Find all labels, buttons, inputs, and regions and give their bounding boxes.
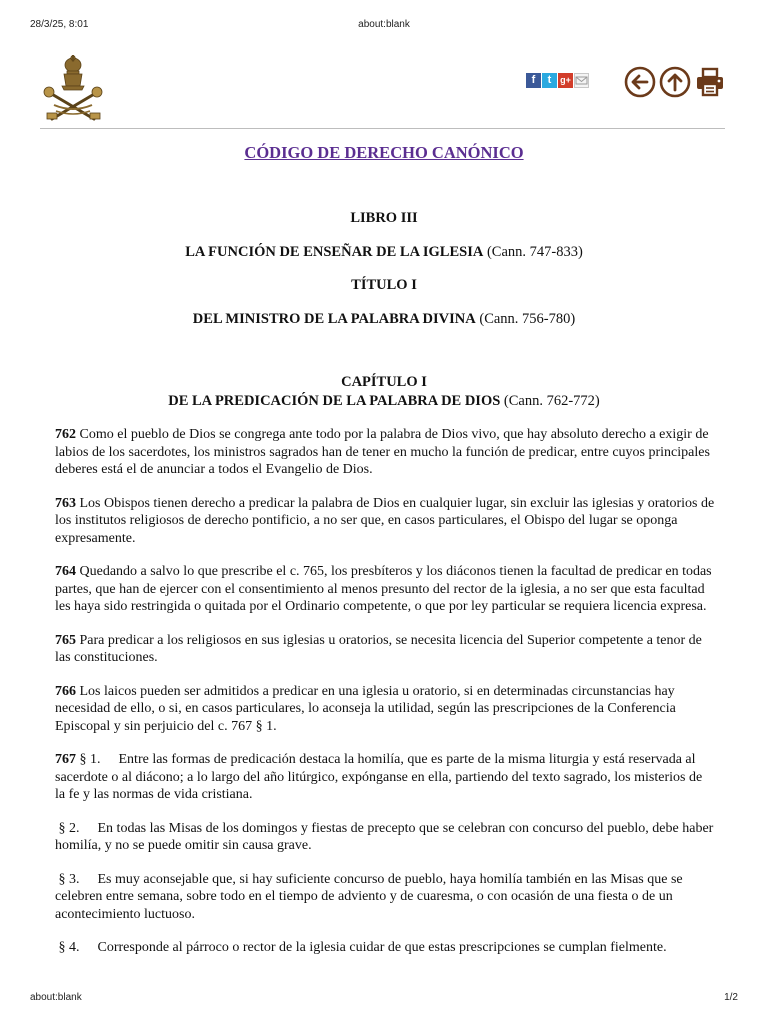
canon-number: 767 xyxy=(55,752,76,767)
canon-number: 766 xyxy=(55,683,76,699)
canon-number: 762 xyxy=(55,427,76,442)
canon-text xyxy=(55,426,715,973)
titulo-title: DEL MINISTRO DE LA PALABRA DIVINA xyxy=(192,311,476,327)
canon-body: Para predicar a los religiosos en sus iglesias u oratorios, se necesita licencia del Superior competente a tenor de las constituciones. xyxy=(55,632,702,665)
facebook-icon[interactable]: f xyxy=(526,73,541,88)
share-bar xyxy=(526,73,589,88)
canon-number: 765 xyxy=(55,632,76,648)
twitter-icon[interactable]: t xyxy=(542,73,557,88)
canon-767-sec-1 xyxy=(55,751,715,804)
footer-url: about:blank xyxy=(30,992,82,1003)
google-plus-icon[interactable]: g+ xyxy=(558,73,573,88)
canon-767-sec-3 xyxy=(55,871,715,924)
section-body: En todas las Misas de los domingos y fiestas de precepto que se celebran con concurso del pueblo, debe haber homilía, y no se puede omitir sin causa grave. xyxy=(55,820,714,853)
canon-number: 763 xyxy=(55,495,76,511)
canon-762 xyxy=(55,426,715,479)
libro-label: LIBRO III xyxy=(350,210,418,226)
canon-body: Como el pueblo de Dios se congrega ante todo por la palabra de Dios vivo, que hay absoluto derecho a exigir de labios de los sacerdotes, los ministros sagrados han de tener en mucho la función de predicar, entre cuyos principales deberes está el de anunciar a todos el Evangelio de Dios. xyxy=(55,427,710,477)
titulo-title-heading xyxy=(0,311,768,328)
titulo-label: TÍTULO I xyxy=(351,277,417,293)
capitulo-heading xyxy=(0,374,768,391)
canon-767-sec-2 xyxy=(55,820,715,855)
section-number: § 4. xyxy=(58,940,80,955)
section-number: § 2. xyxy=(58,820,80,836)
top-arrow-icon[interactable] xyxy=(659,66,691,98)
print-header xyxy=(0,19,768,33)
section-number: § 1. xyxy=(79,752,101,767)
canon-number: 764 xyxy=(55,564,76,579)
canon-body: Los laicos pueden ser admitidos a predicar en una iglesia u oratorio, si en determinadas circunstancias hay necesidad de ello, o si, en casos particulares, lo aconseja la utilidad, según las prescripciones de la Conferencia Episcopal y sin perjuicio del c. 767 § 1. xyxy=(55,683,676,734)
section-body: Es muy aconsejable que, si hay suficiente concurso de pueblo, haya homilía también en las Misas que se celebren entre semana, sobre todo en el tiempo de adviento y de cuaresma, o con ocasión de una fiesta o de un acontecimiento luctuoso. xyxy=(55,871,683,922)
section-number: § 3. xyxy=(58,871,80,887)
back-arrow-icon[interactable] xyxy=(624,66,656,98)
section-body: Entre las formas de predicación destaca la homilía, que es parte de la misma liturgia y está reservada al sacerdote o al diácono; a lo largo del año litúrgico, expónganse en ella, partiendo del texto sagrado, los misterios de la fe y las normas de vida cristiana. xyxy=(55,752,703,802)
libro-title: LA FUNCIÓN DE ENSEÑAR DE LA IGLESIA xyxy=(185,244,484,260)
canon-765 xyxy=(55,632,715,667)
canon-body: Los Obispos tienen derecho a predicar la palabra de Dios en cualquier lugar, sin excluir las iglesias y oratorios de los institutos religiosos de derecho pontificio, a no ser que, en casos particulares, el Obispo del lugar se oponga expresamente. xyxy=(55,495,715,546)
print-footer xyxy=(0,992,768,1006)
libro-heading xyxy=(0,210,768,227)
page-number: 1/2 xyxy=(724,992,738,1003)
document-title-link[interactable]: CÓDIGO DE DERECHO CANÓNICO xyxy=(244,143,524,162)
capitulo-title: DE LA PREDICACIÓN DE LA PALABRA DE DIOS xyxy=(168,393,501,409)
canon-766 xyxy=(55,683,715,736)
print-datetime: 28/3/25, 8:01 xyxy=(30,19,89,30)
libro-range: (Cann. 747-833) xyxy=(486,244,583,260)
canon-763 xyxy=(55,495,715,548)
canon-body: Quedando a salvo lo que prescribe el c. 765, los presbíteros y los diáconos tienen la facultad de predicar en todas partes, que han de ejercer con el consentimiento al menos presunto del rector de la iglesia, a no ser que esta facultad les haya sido restringida o quitada por el Ordinario competente, o que por ley particular se requiera licencia expresa. xyxy=(55,564,712,614)
titulo-heading xyxy=(0,277,768,294)
libro-title-heading xyxy=(0,244,768,261)
print-url: about:blank xyxy=(358,19,410,30)
capitulo-range: (Cann. 762-772) xyxy=(503,393,600,409)
canon-764 xyxy=(55,563,715,616)
holy-see-emblem-icon xyxy=(40,55,106,123)
canon-767-sec-4 xyxy=(55,939,715,957)
print-icon[interactable] xyxy=(694,66,726,98)
section-body: Corresponde al párroco o rector de la iglesia cuidar de que estas prescripciones se cumplan fielmente. xyxy=(97,940,667,955)
header-divider xyxy=(40,128,725,129)
page-nav-icons xyxy=(624,66,726,98)
capitulo-title-heading xyxy=(0,393,768,410)
mail-icon[interactable] xyxy=(574,73,589,88)
titulo-range: (Cann. 756-780) xyxy=(479,311,576,327)
capitulo-label: CAPÍTULO I xyxy=(341,374,427,390)
